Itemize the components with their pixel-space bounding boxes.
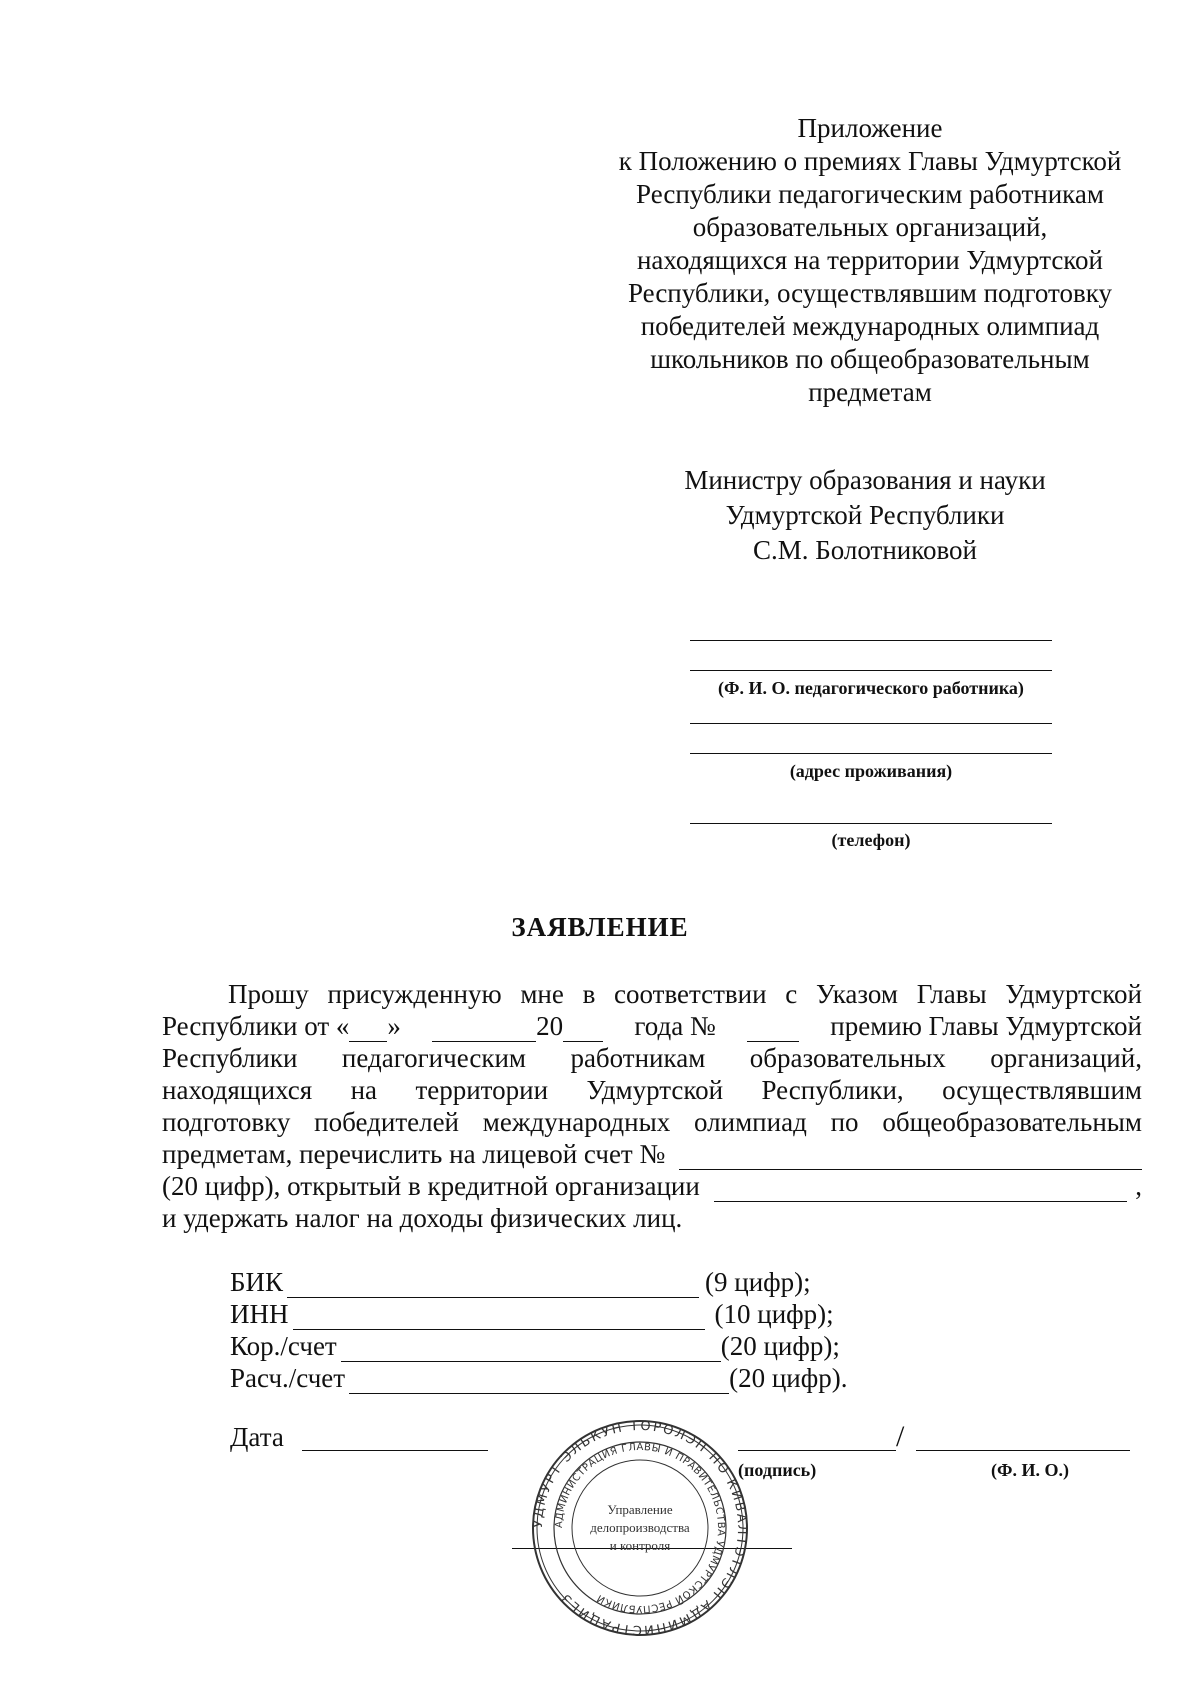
day-blank[interactable] xyxy=(349,1017,387,1042)
date-label: Дата xyxy=(230,1422,284,1452)
body-line-4: находящихся на территории Удмуртской Республики, осуществлявшим xyxy=(162,1075,1142,1105)
account-number-blank[interactable] xyxy=(679,1145,1142,1170)
appendix-line: школьников по общеобразовательным xyxy=(650,344,1090,374)
body-line-6: предметам, перечислить на лицевой счет № xyxy=(162,1138,1142,1170)
address-line-2[interactable] xyxy=(690,753,1052,754)
appendix-line: Приложение xyxy=(797,113,943,143)
fio-signature-caption: (Ф. И. О.) xyxy=(991,1460,1069,1480)
bik-row: БИК (9 цифр); xyxy=(230,1267,811,1297)
body-line-1: Прошу присужденную мне в соответствии с Указом Главы Удмуртской xyxy=(228,979,1142,1009)
appendix-header xyxy=(590,112,1150,409)
fio-line-1[interactable] xyxy=(690,640,1052,641)
stamp-inner-text: АДМИНИСТРАЦИЯ ГЛАВЫ И ПРАВИТЕЛЬСТВА УДМУРТСКОЙ РЕСПУБЛИКИ xyxy=(553,1441,727,1615)
kor-row: Кор./счет (20 цифр); xyxy=(230,1331,840,1361)
fio-line-2[interactable] xyxy=(690,670,1052,671)
stamp-center-line: Управление xyxy=(607,1502,673,1517)
appendix-line: предметам xyxy=(808,377,932,407)
bank-details xyxy=(230,1266,847,1394)
inn-row: ИНН (10 цифр); xyxy=(230,1299,834,1329)
appendix-line: к Положению о премиях Главы Удмуртской xyxy=(618,146,1122,176)
bank-name-blank[interactable] xyxy=(714,1177,1127,1202)
signature-blank[interactable] xyxy=(738,1450,896,1451)
signature-slash: / xyxy=(896,1420,905,1453)
stamp-center-line: и контроля xyxy=(609,1538,671,1553)
appendix-line: находящихся на территории Удмуртской xyxy=(636,245,1103,275)
ras-account-blank[interactable] xyxy=(349,1369,729,1394)
year-blank[interactable] xyxy=(563,1017,603,1042)
address-caption: (адрес проживания) xyxy=(789,761,953,781)
address-line-1[interactable] xyxy=(690,723,1052,724)
bik-blank[interactable] xyxy=(287,1273,699,1298)
body-line-3: Республики педагогическим работникам образовательных организаций, xyxy=(162,1043,1142,1073)
addressee-block xyxy=(650,463,1080,568)
date-blank[interactable] xyxy=(302,1450,488,1451)
inn-blank[interactable] xyxy=(293,1305,705,1330)
kor-account-blank[interactable] xyxy=(341,1337,721,1362)
body-line-7: (20 цифр), открытый в кредитной организации , xyxy=(162,1171,1142,1201)
body-line-8: и удержать налог на доходы физических лиц. xyxy=(162,1203,683,1233)
body-line-5: подготовку победителей международных олимпиад по общеобразовательным xyxy=(162,1107,1142,1137)
decree-number-blank[interactable] xyxy=(747,1017,799,1042)
addressee-line: Министру образования и науки xyxy=(684,465,1046,495)
appendix-line: победителей международных олимпиад xyxy=(640,311,1100,341)
month-blank[interactable] xyxy=(432,1017,536,1042)
phone-caption: (телефон) xyxy=(831,830,911,850)
application-body xyxy=(162,978,1142,1234)
addressee-line: Удмуртской Республики xyxy=(725,500,1005,530)
addressee-line: С.М. Болотниковой xyxy=(753,535,977,565)
appendix-line: образовательных организаций, xyxy=(692,212,1048,242)
ras-row: Расч./счет (20 цифр). xyxy=(230,1363,848,1393)
body-line-2: Республики от « » 20 года № премию Главы Удмуртской xyxy=(162,1011,1142,1041)
appendix-line: Республики, осуществлявшим подготовку xyxy=(628,278,1112,308)
phone-line[interactable] xyxy=(690,823,1052,824)
fio-signature-blank[interactable] xyxy=(916,1450,1130,1451)
document-title: ЗАЯВЛЕНИЕ xyxy=(511,912,689,942)
appendix-line: Республики педагогическим работникам xyxy=(636,179,1104,209)
fio-caption: (Ф. И. О. педагогического работника) xyxy=(718,678,1024,698)
official-stamp xyxy=(530,1418,750,1638)
stamp-center-line: делопроизводства xyxy=(590,1520,690,1535)
signature-caption: (подпись) xyxy=(738,1460,817,1480)
stamp-outer-text: УДМУРТ ЭЛЬКУН ТОРОЛЭН НО КИВАЛТЭТЛЭН АДМИНИСТРАЦИЕЗ xyxy=(530,1418,750,1638)
